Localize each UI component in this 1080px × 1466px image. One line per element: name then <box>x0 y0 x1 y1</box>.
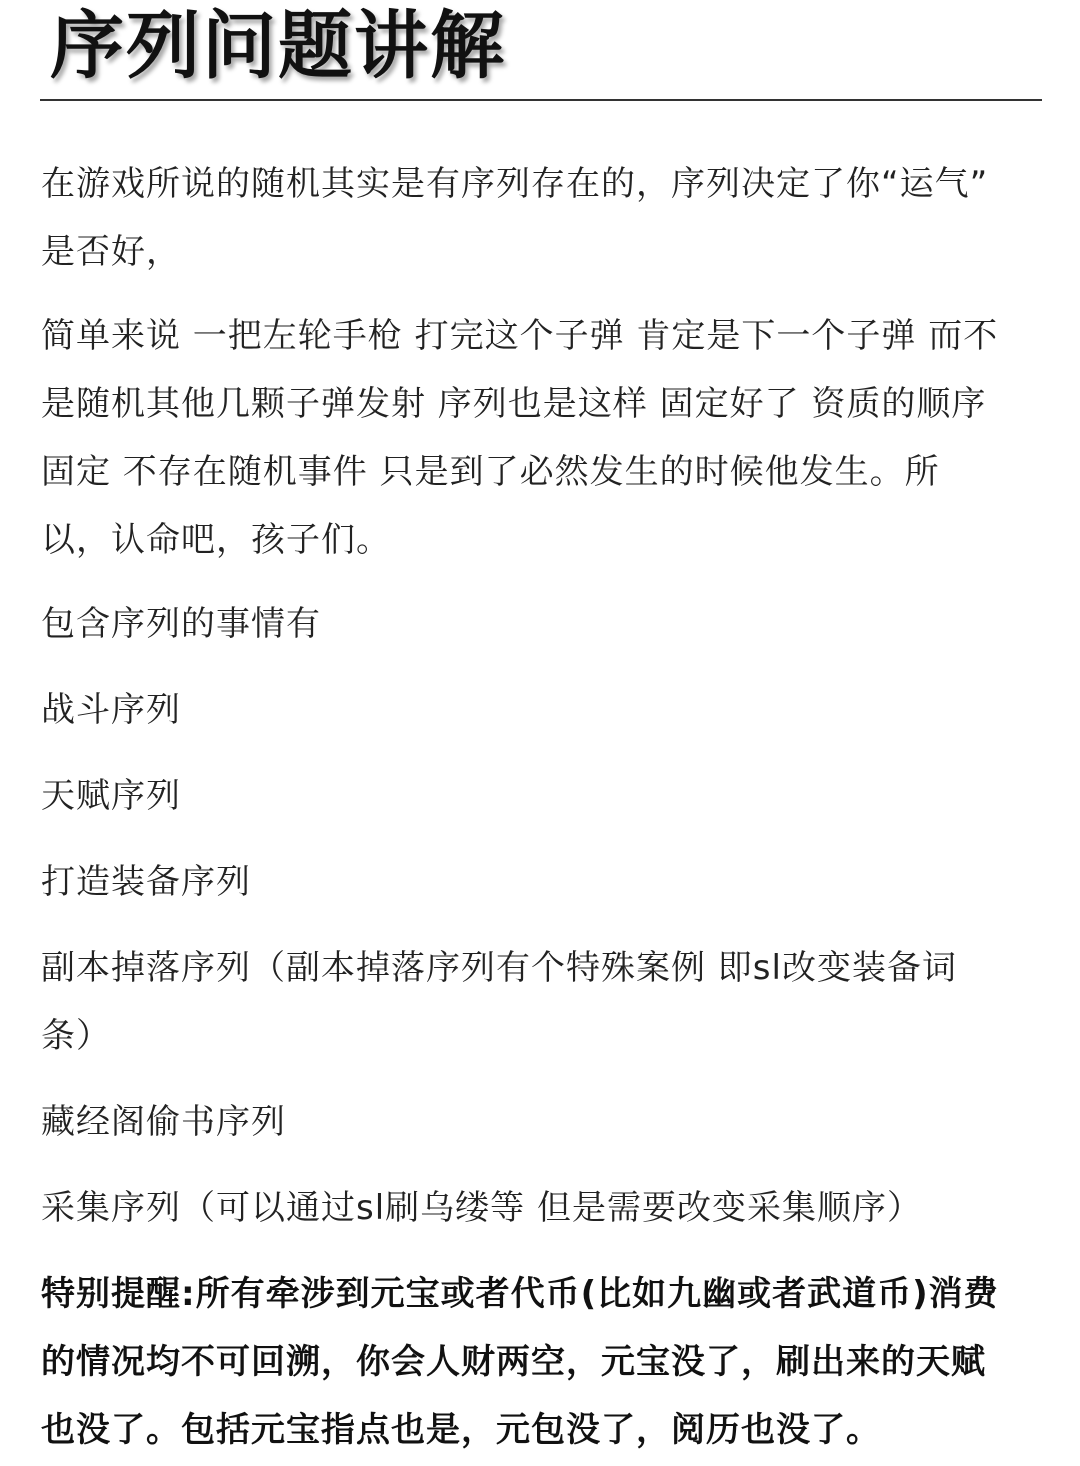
list-item-forging: 打造装备序列 <box>41 862 251 902</box>
title-divider <box>40 99 1042 101</box>
intro-paragraph <box>41 150 1041 286</box>
text-line: 在游戏所说的随机其实是有序列存在的，序列决定了你“运气” <box>41 164 989 204</box>
article-body <box>41 150 1041 1464</box>
list-item-talent: 天赋序列 <box>41 776 181 816</box>
list-item-battle: 战斗序列 <box>41 690 181 730</box>
text-line: 是否好， <box>41 232 181 272</box>
text-line: 固定 不存在随机事件 只是到了必然发生的时候他发生。所 <box>41 452 940 492</box>
sequence-list-heading: 包含序列的事情有 <box>41 604 321 644</box>
text-line: 条） <box>41 1016 111 1056</box>
text-line: 简单来说 一把左轮手枪 打完这个子弹 肯定是下一个子弹 而不 <box>41 316 999 356</box>
text-line: 以，认命吧，孩子们。 <box>41 520 391 560</box>
revolver-analogy-paragraph <box>41 302 1041 574</box>
list-item-library-steal: 藏经阁偷书序列 <box>41 1102 286 1142</box>
text-line: 的情况均不可回溯，你会人财两空，元宝没了，刷出来的天赋 <box>41 1342 986 1382</box>
text-line: 也没了。包括元宝指点也是，元包没了，阅历也没了。 <box>41 1410 881 1450</box>
page-title: 序列问题讲解 <box>50 3 506 89</box>
list-item-gathering: 采集序列（可以通过sl刷乌缕等 但是需要改变采集顺序） <box>41 1188 922 1228</box>
special-reminder <box>41 1260 1041 1464</box>
text-line: 副本掉落序列（副本掉落序列有个特殊案例 即sl改变装备词 <box>41 948 957 988</box>
text-line: 是随机其他几颗子弹发射 序列也是这样 固定好了 资质的顺序 <box>41 384 987 424</box>
text-line: 特别提醒:所有牵涉到元宝或者代币(比如九幽或者武道币)消费 <box>41 1274 999 1314</box>
list-item-dungeon-drop <box>41 934 1041 1070</box>
